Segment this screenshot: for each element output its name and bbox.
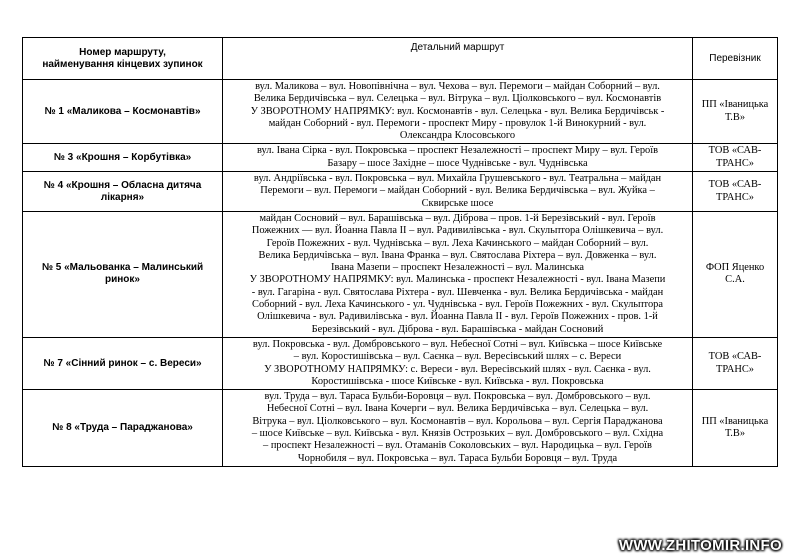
table-row [23,337,778,389]
carrier-cell: ТОВ «САВ- ТРАНС» [693,172,778,212]
table-header-row [23,38,778,80]
table-row [23,390,778,467]
carrier-cell: ТОВ «САВ- ТРАНС» [693,337,778,389]
routes-table [22,37,778,467]
carrier-cell: ТОВ «САВ- ТРАНС» [693,144,778,172]
site-watermark: WWW.ZHITOMIR.INFO [618,537,782,554]
route-detail-cell: вул. Маликова – вул. Новопівнічна – вул. Чехова – вул. Перемоги – майдан Соборний – вул. Велика Бердичівська – вул. Селецька – вул. Вітрука – вул. Ціолковського – вул. Космонавтів У ЗВОРОТНОМУ НАПРЯМКУ: вул. Космонавтів - вул. Селецька - вул. Велика Бердичівськ - майдан Соборний - вул. Перемоги - проспект Миру - провулок 1-й Винокурний - вул. Олександра Клосовського [223,80,693,144]
route-name-cell: № 4 «Крошня – Обласна дитяча лікарня» [23,172,223,212]
route-name-cell: № 7 «Сінний ринок – с. Вереси» [23,337,223,389]
route-name-cell: № 1 «Маликова – Космонавтів» [23,80,223,144]
route-detail-cell: майдан Сосновий – вул. Барашівська – вул. Діброва – пров. 1-й Березівський - вул. Героїв Пожежних — вул. Йоанна Павла ІІ – вул. Радивилівська - вул. Скульптора Олішкевича – вул. Героїв Пожежних - вул. Чуднівська – вул. Леха Качинського – майдан Соборний – вул. Велика Бердичівська – вул. Івана Франка – вул. Святослава Ріхтера – вул. Довженка – вул. Івана Мазепи – проспект Незалежності – вул. Малинська У ЗВОРОТНОМУ НАПРЯМКУ: вул. Малинська - проспект Незалежності - вул. Івана Мазепи - вул. Гагаріна - вул. Святослава Ріхтера - вул. Шевченка - вул. Велика Бердичівська - майдан Соборний - вул. Леха Качинського - ул. Чуднівська - вул. Героїв Пожежних - вул. Скульптора Олішкевича - вул. Радивилівська - вул. Йоанна Павла ІІ - вул. Героїв Пожежних - пров. 1-й Березівський - вул. Діброва - вул. Барашівська - майдан Сосновий [223,211,693,337]
route-name-cell: № 3 «Крошня – Корбутівка» [23,144,223,172]
table-row [23,172,778,212]
route-name-cell: № 5 «Мальованка – Малинський ринок» [23,211,223,337]
carrier-cell: ПП «Іваницька Т.В» [693,390,778,467]
header-route-detail: Детальний маршрут [223,38,693,80]
table-row [23,144,778,172]
route-detail-cell: вул. Андріївська - вул. Покровська – вул. Михайла Грушевського - вул. Театральна – майдан Перемоги – вул. Перемоги – майдан Соборний - вул. Велика Бердичівська – вул. Жуйка – Сквирське шосе [223,172,693,212]
route-detail-cell: вул. Покровська - вул. Домбровського – вул. Небесної Сотні – вул. Київська – шосе Київське – вул. Коростишівська – вул. Саєнка – вул. Вересівський шлях – с. Вереси У ЗВОРОТНОМУ НАПРЯМКУ: с. Вереси - вул. Вересівський шлях - вул. Саєнка - вул. Коростишівська - шосе Київське - вул. Київська - вул. Покровська [223,337,693,389]
route-detail-cell: вул. Труда – вул. Тараса Бульби-Боровця – вул. Покровська – вул. Домбровського – вул. Небесної Сотні – вул. Івана Кочерги – вул. Велика Бердичівська – вул. Селецька – вул. Вітрука – вул. Ціолковського – вул. Космонавтів – вул. Корольова – вул. Сергія Параджанова – шосе Київське – вул. Київська - вул. Князів Острозьких – вул. Домбровського – вул. Східна – проспект Незалежності – вул. Отаманів Соколовських – вул. Народицька – вул. Героїв Чорнобиля – вул. Покровська – вул. Тараса Бульби Боровця – вул. Труда [223,390,693,467]
table-row [23,211,778,337]
table-row [23,80,778,144]
header-carrier: Перевізник [693,38,778,80]
route-detail-cell: вул. Івана Сірка - вул. Покровська – проспект Незалежності – проспект Миру – вул. Героїв Базару – шосе Західне – шосе Чуднівське - вул. Чуднівська [223,144,693,172]
carrier-cell: ПП «Іваницька Т.В» [693,80,778,144]
header-route-name: Номер маршруту, найменування кінцевих зупинок [23,38,223,80]
route-name-cell: № 8 «Труда – Параджанова» [23,390,223,467]
carrier-cell: ФОП Яценко С.А. [693,211,778,337]
